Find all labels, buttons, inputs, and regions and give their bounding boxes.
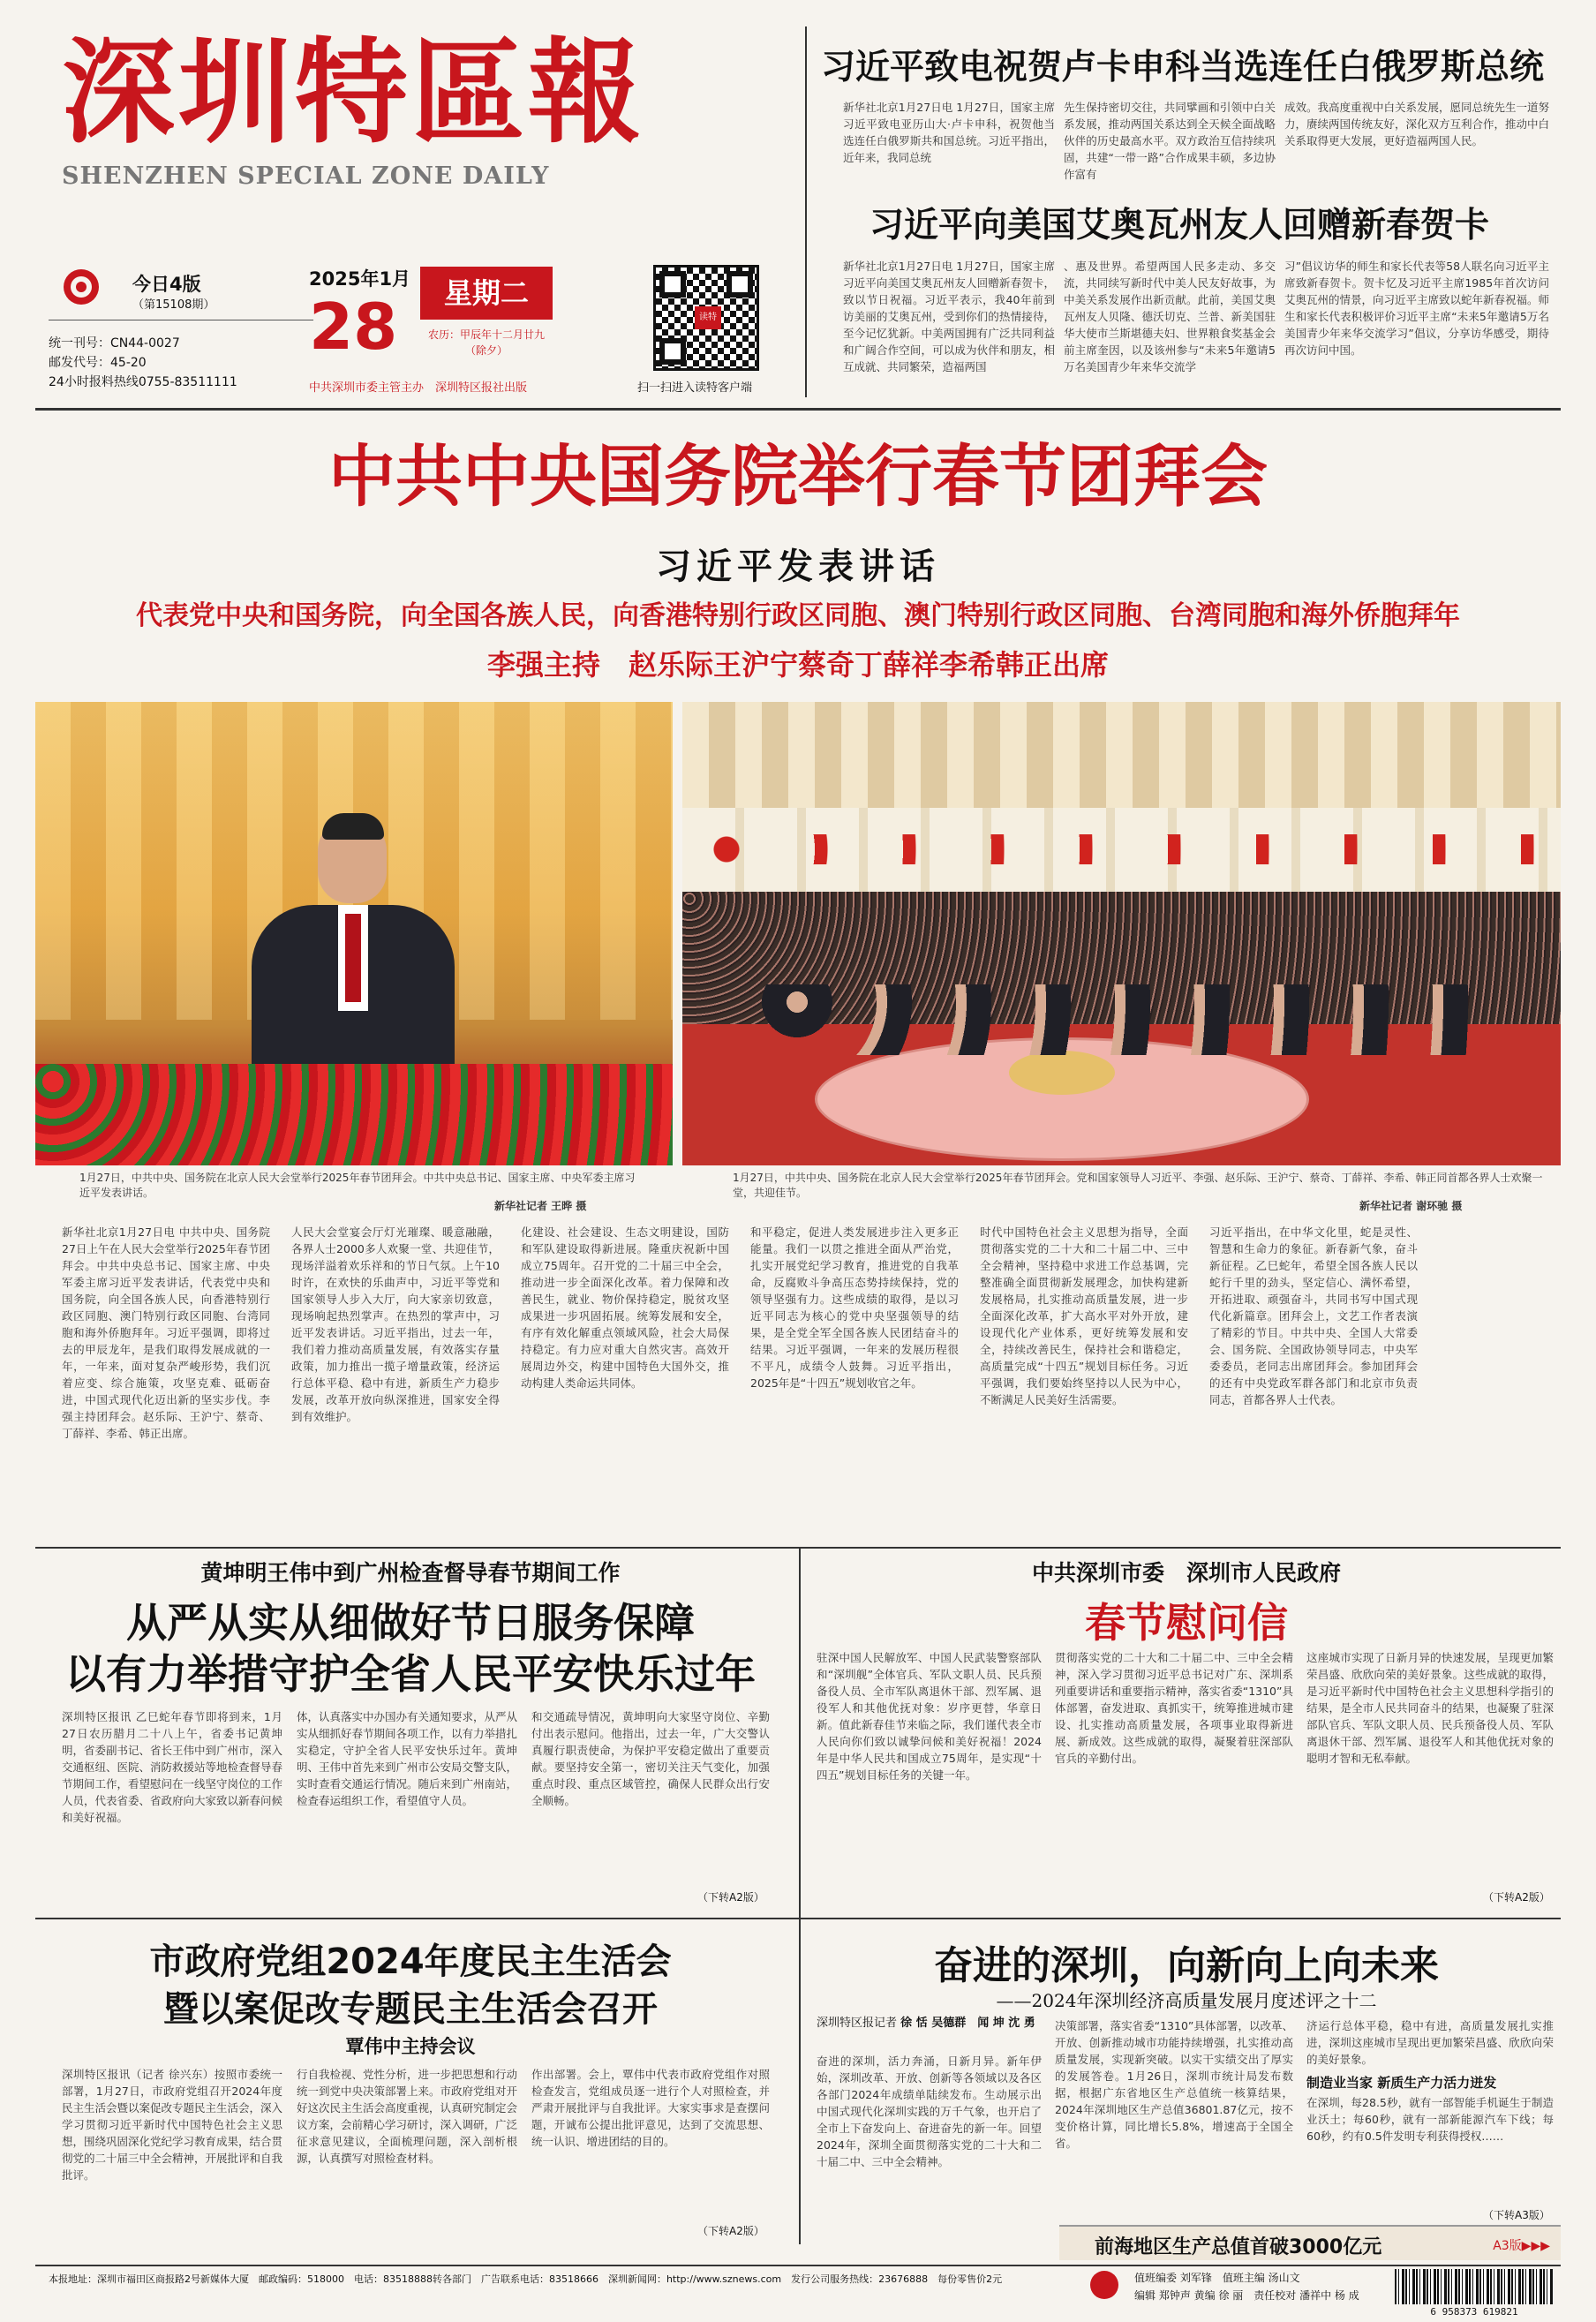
economy-subhead-2: 制造业当家 新质生产力活力迸发 — [1306, 2075, 1497, 2091]
photo-credit-right: 新华社记者 谢环驰 摄 — [1359, 1200, 1463, 1212]
logo-center — [76, 282, 87, 292]
economy-subhead: ——2024年深圳经济高质量发展月度述评之十二 — [996, 1990, 1377, 2011]
lunar-date: 农历：甲辰年十二月廿九 — [427, 328, 545, 341]
teaser-bar[interactable] — [1059, 2225, 1561, 2260]
teaser-headline[interactable]: 前海地区生产总值首破3000亿元 — [1095, 2236, 1382, 2258]
footer-editors-2: 编辑 郑钟声 黄编 徐 丽 责任校对 潘祥中 杨 成 — [1134, 2289, 1359, 2302]
guangzhou-continued[interactable]: （下转A2版） — [697, 1891, 764, 1904]
byline-label: 深圳特区报记者 — [817, 2017, 898, 2030]
post-code: 邮发代号：45-20 — [49, 356, 147, 370]
photo-caption-right: 1月27日，中共中央、国务院在北京人民大会堂举行2025年春节团拜会。党和国家领导人习近平、李强、赵乐际、王沪宁、蔡奇、丁薛祥、李希、韩正同首都各界人士欢聚一堂，共迎佳节。 — [733, 1172, 1543, 1199]
byline-names: 徐 恬 吴德群 闻 坤 沈 勇 — [900, 2017, 1035, 2030]
main-col-3: 化建设、社会建设、生态文明建设，国防和军队建设取得新进展。隆重庆祝新中国成立75周年。召开党的二十届三中全会，推动进一步全面深化改革。着力保障和改善民生，就业、物价保持稳定，脱贫攻坚成果进一步巩固拓展。统筹发展和安全，有序有效化解重点领域风险，社会大局保持稳定。有力应对重大自然灾害。高效开展周边外交，构建中国特色大国外交，推动构建人类命运共同体。 — [521, 1225, 729, 1390]
economy-byline — [817, 2013, 1037, 2048]
economy-col-3b: 在深圳，每28.5秒，就有一部智能手机诞生于制造业沃土；每60秒，就有一部新能源汽车下线；每60秒，约有0.5件发明专利获得授权…… — [1306, 2096, 1554, 2143]
newspaper-english-title: SHENZHEN SPECIAL ZONE DAILY — [62, 162, 550, 190]
guangzhou-col-1: 深圳特区报讯 乙巳蛇年春节即将到来，1月27日农历腊月二十八上午，省委书记黄坤明，省委副书记、省长王伟中到广州市，深入交通枢纽、医院、消防救援站等地检查督导春节期间工作，看望慰问在一线坚守岗位的工作人员，代表省委、省政府向大家致以新春问候和美好祝福。 — [62, 1710, 282, 1824]
main-deck: 代表党中央和国务院，向全国各族人民，向香港特别行政区同胞、澳门特别行政区同胞、台湾同胞和海外侨胞拜年 — [136, 600, 1460, 631]
economy-headline[interactable]: 奋进的深圳，向新向上向未来 — [934, 1943, 1439, 1988]
main-col-2: 人民大会堂宴会厅灯光璀璨、暖意融融，各界人士2000多人欢聚一堂、共迎佳节，现场洋溢着欢乐祥和的节日气氛。上午10时许，在欢快的乐曲声中，习近平等党和国家领导人步入大厅，向大家亲切致意，现场响起热烈掌声。在热烈的掌声中，习近平发表讲话。习近平指出，过去一年，我们着力推动高质量发展，有效落实存量政策，加力推出一揽子增量政策，经济运行总体平稳、稳中有进，新质生产力稳步发展，改革开放向纵深推进，国家安全得到有效维护。 — [291, 1225, 500, 1423]
date-day: 28 — [309, 290, 398, 364]
greeting-headline[interactable]: 春节慰问信 — [1085, 1599, 1288, 1647]
greeting-col-1: 驻深中国人民解放军、中国人民武装警察部队和“深圳舰”全体官兵、军队文职人员、民兵预备役人员、全市军队离退休干部、烈军属、退役军人和其他优抚对象：岁序更替，华章日新。值此新春佳节来临之际，我们谨代表全市人民向你们致以诚挚问候和美好祝福！2024年是中华人民共和国成立75周年，是实现“十四五”规划目标任务的关键一年。 — [817, 1651, 1042, 1782]
weekday-badge: 星期二 — [420, 267, 553, 320]
meeting-col-1: 深圳特区报讯（记者 徐兴东）按照市委统一部署，1月27日，市政府党组召开2024年度民主生活会暨以案促改专题民主生活会，深入学习贯彻习近平新时代中国特色社会主义思想，围绕巩固深化党纪学习教育成果，结合贯彻党的二十届三中全会精神，开展批评和自我批评。 — [62, 2068, 282, 2182]
iowa-text-col3: 习”倡议访华的师生和家长代表等58人联名向习近平主席致新春贺卡。贺卡忆及习近平主席1985年首次访问艾奥瓦州的情景，向习近平主席致以蛇年新春祝福。师生和家长代表积极评价习近平主席“未来5年邀请5万名美国青少年来华交流学习”倡议，分享访华感受，期待再次访问中国。 — [1284, 260, 1549, 357]
column-divider — [799, 1547, 801, 1918]
economy-continued[interactable]: （下转A3版） — [1483, 2209, 1550, 2221]
edition-count: 今日4版 — [132, 274, 201, 295]
iowa-text-col1: 新华社北京1月27日电 1月27日，国家主席习近平向美国艾奥瓦州友人回赠新春贺卡，致以节日祝福。习近平表示，我40年前到访美丽的艾奥瓦州，受到你们的热情接待，至今记忆犹新。中美两国拥有广泛共同利益和广阔合作空间，可以成为伙伴和朋友，相互成就、共同繁荣，造福两国 — [843, 260, 1055, 373]
main-col-6: 习近平指出，在中华文化里，蛇是灵性、智慧和生命力的象征。新春新气象，奋斗新征程。乙巳蛇年，希望全国各族人民以蛇行千里的劲头，坚定信心、满怀希望，开拓进取、顽强奋斗，共同书写中国式现代化新篇章。团拜会上，文艺工作者表演了精彩的节目。中共中央、全国人大常委会、国务院、全国政协领导同志，中央军委委员，老同志出席团拜会。参加团拜会的还有中央党政军群各部门和北京市负责同志，首都各界人士代表。 — [1209, 1225, 1418, 1406]
belarus-text-col2: 先生保持密切交往，共同擘画和引领中白关系发展，推动两国关系达到全天候全面战略伙伴的历史最高水平。双方政治互信持续巩固，共建“一带一路”合作成果丰硕，多边协作富有 — [1064, 101, 1276, 181]
serial-number: 统一刊号：CN44-0027 — [49, 336, 180, 351]
greeting-col-2: 贯彻落实党的二十大和二十届二中、三中全会精神，深入学习贯彻习近平总书记对广东、深圳系列重要讲话和重要指示精神，落实省委“1310”具体部署，奋发进取、真抓实干，统筹推进城市建设、扎实推动高质量发展，各项事业取得新进展、新成效。这些成就的取得，凝聚着驻深部队官兵的辛勤付出。 — [1055, 1651, 1293, 1765]
photo-credit-left: 新华社记者 王晔 摄 — [494, 1200, 587, 1212]
qr-badge: 读特 — [695, 306, 721, 329]
section-divider — [35, 408, 1561, 411]
greeting-kicker: 中共深圳市委 深圳市人民政府 — [1031, 1560, 1341, 1586]
section-divider — [35, 1547, 1561, 1549]
footer-divider — [35, 2265, 1561, 2266]
guangzhou-col-3: 和交通疏导情况，黄坤明向大家坚守岗位、辛勤付出表示慰问。他指出，过去一年，广大交警认真履行职责使命，为保护平安稳定做出了重要贡献。要坚持安全第一，密切关注天气变化，加强重点时段、重点区域管控，确保人民群众出行安全顺畅。 — [531, 1710, 770, 1807]
column-divider — [805, 26, 807, 397]
footer-editors-1: 值班编委 刘军锋 值班主编 汤山文 — [1134, 2272, 1300, 2284]
barcode — [1395, 2269, 1554, 2304]
headline-belarus[interactable]: 习近平致电祝贺卢卡申科当选连任白俄罗斯总统 — [821, 48, 1545, 87]
main-host-line: 李强主持 赵乐际王沪宁蔡奇丁薛祥李希韩正出席 — [486, 648, 1109, 682]
barcode-number: 6 958373 619821 — [1430, 2306, 1518, 2318]
flower-arrangement — [35, 1064, 673, 1165]
meeting-col-3: 作出部署。会上，覃伟中代表市政府党组作对照检查发言，党组成员逐一进行个人对照检查，并严肃开展批评与自我批评。大家实事求是查摆问题，开诚布公提出批评意见，达到了交流思想、统一认识、增进团结的目的。 — [531, 2068, 770, 2148]
meeting-col-2: 行自我检视、党性分析，进一步把思想和行动统一到党中央决策部署上来。市政府党组对开好这次民主生活会高度重视，认真研究制定会议方案，会前精心学习研讨，深入调研，广泛征求意见建议，全面梳理问题，深入剖析根源，认真撰写对照检查材料。 — [297, 2068, 517, 2165]
belarus-text-col3: 成效。我高度重视中白关系发展，愿同总统先生一道努力，赓续两国传统友好，深化双方互利合作，推动中白关系取得更大发展，更好造福两国人民。 — [1284, 101, 1549, 147]
main-col-1: 新华社北京1月27日电 中共中央、国务院27日上午在人民大会堂举行2025年春节团拜会。中共中央总书记、国家主席、中央军委主席习近平发表讲话，代表党中央和国务院，向全国各族人民，向香港特别行政区同胞、澳门特别行政区同胞、台湾同胞和海外侨胞拜年。习近平强调，即将过去的甲辰龙年，是我们取得发展成就的一年，一年来，面对复杂严峻形势，我们沉着应变、综合施策，攻坚克难、砥砺奋进，中国式现代化迈出新的坚实步伐。李强主持团拜会。赵乐际、王沪宁、蔡奇、丁薛祥、李希、韩正出席。 — [62, 1225, 270, 1440]
issue-number: （第15108期） — [132, 298, 215, 312]
greeting-continued[interactable]: （下转A2版） — [1483, 1891, 1550, 1904]
economy-col-2: 决策部署，落实省委“1310”具体部署，以改革、开放、创新推动城市功能持续增强，扎实推动高质量发展，实现新突破。以实干实绩交出了厚实的发展答卷。1月26日，深圳市统计局发布数据，根据广东省地区生产总值统一核算结果，2024年深圳地区生产总值36801.87亿元，按不变价格计算，同比增长5.8%，增速高于全国全省。 — [1055, 2019, 1293, 2150]
economy-col-3: 济运行总体平稳，稳中有进，高质量发展扎实推进，深圳这座城市呈现出更加繁荣昌盛、欣欣向荣的美好景象。 — [1306, 2019, 1554, 2066]
photo-banquet — [682, 702, 1561, 1165]
iowa-text-col2: 、惠及世界。希望两国人民多走动、多交流，共同续写新时代中美人民友好故事，为中美关系发展作出新贡献。此前，美国艾奥瓦州友人贝隆、德沃切克、兰普、新美国驻华大使市兰斯堪德夫妇、世界粮食奖基金会前主席奎因，以及该州参与“未来5年邀请5万名美国青少年来华交流学 — [1064, 260, 1276, 373]
lunar-note: （除夕） — [464, 344, 508, 357]
sponsor-line: 中共深圳市委主管主办 深圳特区报社出版 — [309, 381, 528, 395]
section-divider — [35, 1918, 1561, 1919]
teaser-page-ref[interactable]: A3版▶▶▶ — [1493, 2239, 1550, 2253]
photo-speech — [35, 702, 673, 1165]
meeting-headline-2[interactable]: 暨以案促改专题民主生活会召开 — [163, 1989, 658, 2030]
belarus-text-col1: 新华社北京1月27日电 1月27日，国家主席习近平致电亚历山大·卢卡申科，祝贺他当选连任白俄罗斯共和国总统。习近平指出，近年来，我同总统 — [843, 101, 1055, 164]
guangzhou-col-2: 体，认真落实中办国办有关通知要求，从严从实从细抓好春节期间各项工作，以有力举措扎实稳定，守护全省人民平安快乐过年。黄坤明、王伟中首先来到广州市公安局交警支队，实时查看交通运行情况。随后来到广州南站，检查春运组织工作，看望值守人员。 — [297, 1710, 517, 1807]
main-col-5: 时代中国特色社会主义思想为指导，全面贯彻落实党的二十大和二十届二中、三中全会精神，坚持稳中求进工作总基调，完整准确全面贯彻新发展理念，加快构建新发展格局，扎实推动高质量发展，进一步全面深化改革，扩大高水平对外开放，建设现代化产业体系，更好统筹发展和安全，持续改善民生，保持社会和谐稳定，高质量完成“十四五”规划目标任务。习近平强调，我们要始终坚持以人民为中心，不断满足人民美好生活需要。 — [980, 1225, 1188, 1406]
newspaper-title: 深圳特區報 — [62, 26, 645, 159]
photo-caption-left: 1月27日，中共中央、国务院在北京人民大会堂举行2025年春节团拜会。中共中央总书记、国家主席、中央军委主席习近平发表讲话。 — [79, 1172, 636, 1199]
meeting-subhead: 覃伟中主持会议 — [345, 2035, 476, 2057]
qr-code[interactable] — [653, 265, 759, 371]
date-year-month: 2025年1月 — [309, 268, 411, 290]
qr-label: 扫一扫进入读特客户端 — [637, 381, 753, 395]
main-subhead: 习近平发表讲话 — [656, 546, 940, 587]
masthead — [62, 26, 768, 221]
main-col-4: 和平稳定，促进人类发展进步注入更多正能量。我们一以贯之推进全面从严治党，扎实开展党纪学习教育，推进党的自我革命，反腐败斗争高压态势持续保持，党的领导坚强有力。这些成绩的取得，是以习近平同志为核心的党中央坚强领导的结果，是全党全军全国各族人民团结奋斗的结果。习近平强调，一年来的发展历程很不平凡，成绩令人鼓舞。习近平指出，2025年是“十四五”规划收官之年。 — [750, 1225, 959, 1390]
greeting-col-3: 这座城市实现了日新月异的快速发展，呈现更加繁荣昌盛、欣欣向荣的美好景象。这些成就的取得，是习近平新时代中国特色社会主义思想科学指引的结果，是全市人民共同奋斗的结果，也凝聚了驻深部队官兵、军队文职人员、民兵预备役人员、军队离退休干部、烈军属、退役军人和其他优抚对象的聪明才智和无私奉献。 — [1306, 1651, 1554, 1765]
guangzhou-kicker: 黄坤明王伟中到广州检查督导春节期间工作 — [200, 1560, 621, 1586]
footer-logo-icon — [1090, 2271, 1118, 2299]
meeting-headline-1[interactable]: 市政府党组2024年度民主生活会 — [149, 1941, 672, 1982]
guangzhou-headline-2[interactable]: 以有力举措守护全省人民平安快乐过年 — [65, 1650, 756, 1698]
news-hotline: 24小时报料热线0755-83511111 — [49, 375, 237, 389]
economy-col-1: 奋进的深圳，活力奔涌，日新月异。新年伊始，深圳改革、开放、创新等各领域以及各区各部门2024年成绩单陆续发布。生动展示出中国式现代化深圳实践的万千气象，也开启了全市上下奋发向上、奋进奋先的新一年。回望2024年，深圳全面贯彻落实党的二十大和二十届二中、三中全会精神。 — [817, 2054, 1042, 2168]
main-headline[interactable]: 中共中央国务院举行春节团拜会 — [328, 437, 1268, 516]
column-divider — [799, 1918, 801, 2244]
guangzhou-headline-1[interactable]: 从严从实从细做好节日服务保障 — [126, 1599, 695, 1647]
footer-address: 本报地址：深圳市福田区商报路2号新媒体大厦 邮政编码：518000 电话：83518888转各部门 广告联系电话：83518666 深圳新闻网：http://www.sznews.com 发行公司服务热线：23676888 每份零售价2元 — [49, 2273, 1003, 2285]
headline-iowa[interactable]: 习近平向美国艾奥瓦州友人回赠新春贺卡 — [870, 206, 1490, 245]
meeting-continued[interactable]: （下转A2版） — [697, 2225, 764, 2237]
